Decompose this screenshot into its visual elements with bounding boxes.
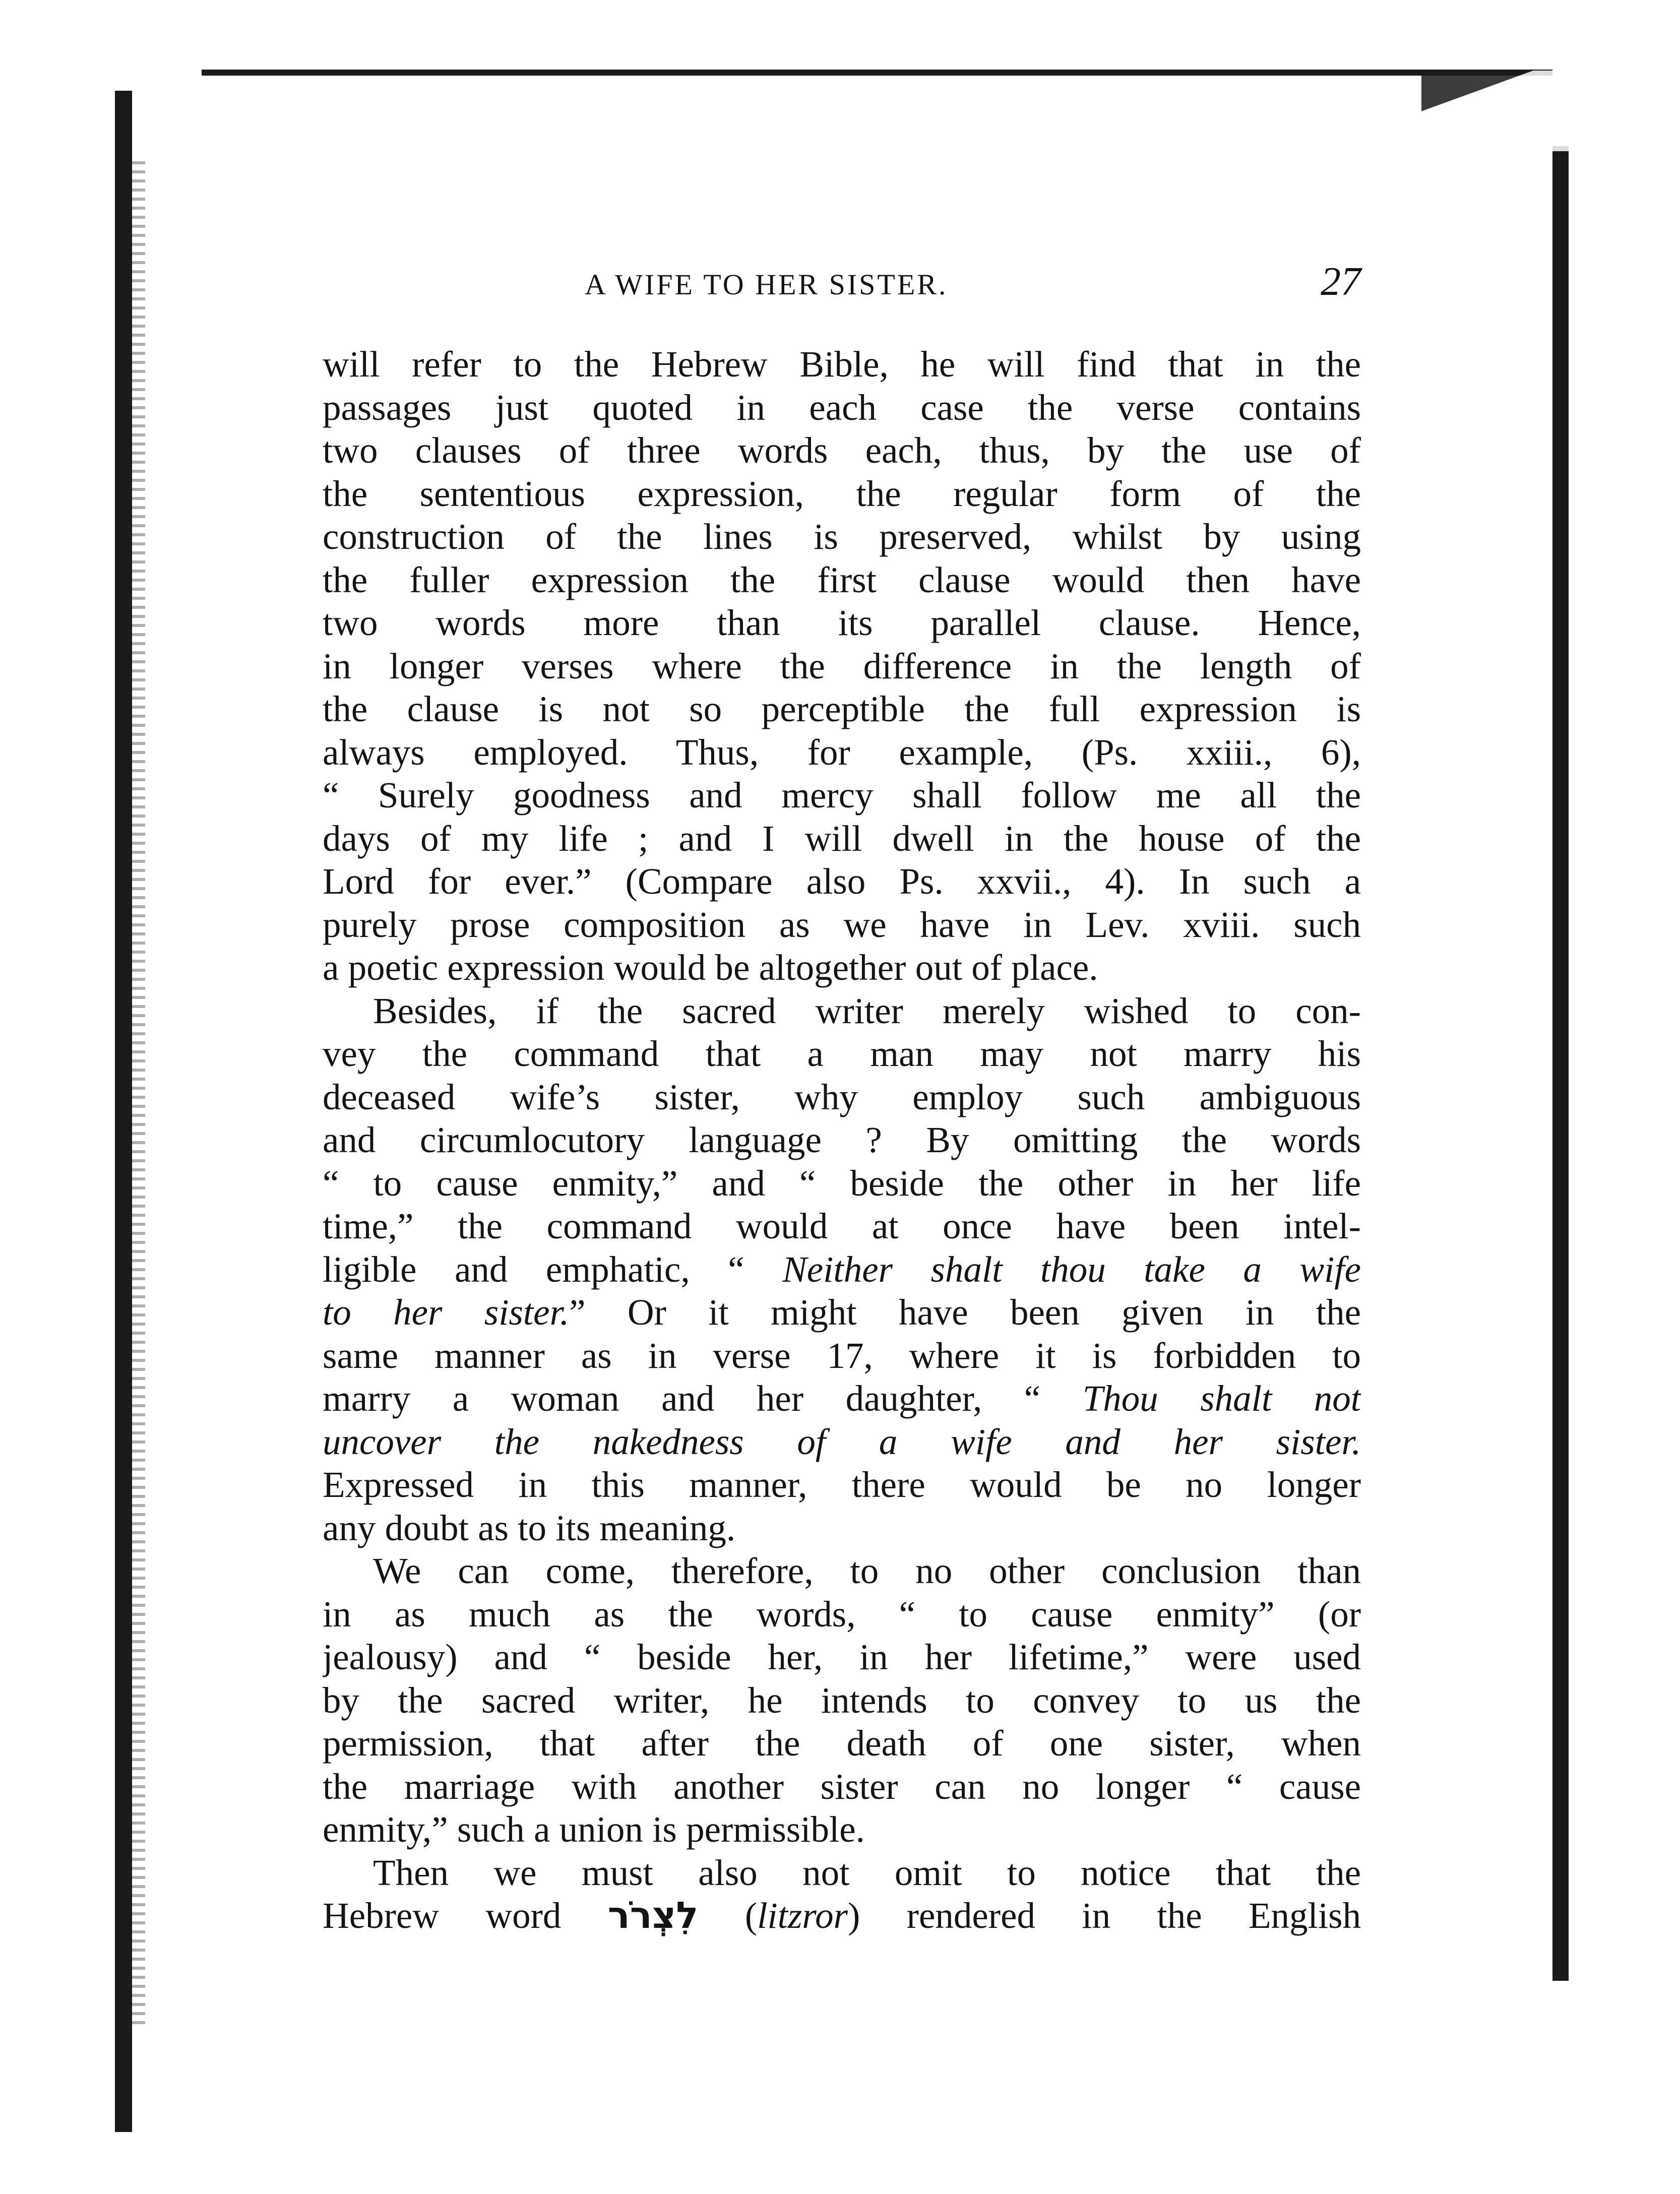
- scan-top-edge: [202, 70, 1552, 76]
- line-text: Hebrew word: [323, 1895, 608, 1936]
- line-text: ligible and emphatic, “: [323, 1248, 783, 1290]
- text-line: [323, 1507, 1361, 1550]
- line-text: same manner as in verse 17, where it is forbidden to: [323, 1335, 1361, 1376]
- line-text: “ to cause enmity,” and “ beside the other in her life: [323, 1162, 1361, 1204]
- line-text: the marriage with another sister can no longer “ cause: [323, 1766, 1361, 1807]
- text-line: [323, 774, 1361, 817]
- line-text: permission, that after the death of one sister, when: [323, 1723, 1361, 1764]
- italic-text: litzror: [757, 1895, 848, 1936]
- line-text: enmity,” such a union is permissible.: [323, 1809, 865, 1850]
- line-text: jealousy) and “ beside her, in her lifetime,” were used: [323, 1637, 1361, 1677]
- text-line: [323, 645, 1361, 688]
- line-text: marry a woman and her daughter, “: [323, 1378, 1083, 1419]
- text-line: [323, 1248, 1361, 1291]
- line-text: two words more than its parallel clause. Hence,: [323, 602, 1361, 643]
- line-text: “ Surely goodness and mercy shall follow me all the: [323, 775, 1361, 816]
- page-number: 27: [1321, 260, 1361, 304]
- scan-right-edge: [1552, 146, 1569, 1981]
- text-line: [323, 515, 1361, 558]
- text-line: [323, 1593, 1361, 1636]
- line-text: the fuller expression the first clause would then have: [323, 559, 1361, 600]
- text-line: [323, 1851, 1361, 1895]
- text-line: [323, 343, 1361, 386]
- line-text: We can come, therefore, to no other conclusion than: [373, 1550, 1361, 1591]
- line-text: ” Or it might have been given in the: [569, 1292, 1361, 1333]
- italic-text: to her sister.: [323, 1292, 570, 1333]
- hebrew-word: לִצְרֹר: [607, 1894, 699, 1937]
- body-text: [323, 343, 1361, 1937]
- text-line: [323, 1118, 1361, 1162]
- text-line: [323, 1377, 1361, 1420]
- running-head: [323, 262, 1361, 307]
- text-line: [323, 429, 1361, 472]
- line-text: Then we must also not omit to notice that the: [373, 1852, 1361, 1893]
- text-line: [323, 989, 1361, 1033]
- text-line: [323, 472, 1361, 516]
- text-line: [323, 1463, 1361, 1507]
- line-text: will refer to the Hebrew Bible, he will find that in the: [323, 344, 1361, 385]
- scan-binding-edge: [115, 91, 132, 2132]
- text-line: [323, 1162, 1361, 1205]
- line-text: the sententious expression, the regular form of the: [323, 473, 1361, 514]
- text-line: [323, 1808, 1361, 1851]
- text-line: [323, 1032, 1361, 1076]
- text-line: [323, 1291, 1361, 1334]
- line-text: by the sacred writer, he intends to convey to us the: [323, 1679, 1361, 1721]
- line-text: vey the command that a man may not marry his: [323, 1033, 1361, 1074]
- line-text: a poetic expression would be altogether out of place.: [323, 947, 1098, 988]
- line-text: purely prose composition as we have in Lev. xviii. such: [323, 904, 1361, 945]
- line-text: (: [698, 1895, 758, 1936]
- scan-corner-fold: [1421, 71, 1573, 151]
- line-text: Besides, if the sacred writer merely wished to con-: [373, 990, 1361, 1031]
- text-line: [323, 1894, 1361, 1937]
- text-line: [323, 946, 1361, 989]
- italic-text: uncover the nakedness of a wife and her sister.: [323, 1421, 1361, 1462]
- text-line: [323, 386, 1361, 429]
- text-line: [323, 1765, 1361, 1808]
- text-line: [323, 817, 1361, 860]
- text-line: [323, 1420, 1361, 1464]
- text-line: [323, 1722, 1361, 1765]
- text-line: [323, 731, 1361, 774]
- line-text: always employed. Thus, for example, (Ps. xxiii., 6),: [323, 731, 1361, 773]
- italic-text: Neither shalt thou take a wife: [782, 1248, 1361, 1290]
- text-line: [323, 1076, 1361, 1119]
- line-text: Lord for ever.” (Compare also Ps. xxvii., 4). In such a: [323, 861, 1361, 902]
- text-line: [323, 860, 1361, 903]
- line-text: days of my life ; and I will dwell in the house of the: [323, 818, 1361, 859]
- text-line: [323, 1205, 1361, 1248]
- text-line: [323, 601, 1361, 645]
- line-text: two clauses of three words each, thus, by the use of: [323, 430, 1361, 471]
- text-line: [323, 687, 1361, 731]
- text-line: [323, 558, 1361, 602]
- line-text: passages just quoted in each case the verse contains: [323, 387, 1361, 428]
- scan-binding-shadow: [132, 161, 145, 2026]
- text-line: [323, 1679, 1361, 1722]
- line-text: in longer verses where the difference in the length of: [323, 645, 1361, 686]
- line-text: construction of the lines is preserved, whilst by using: [323, 516, 1361, 557]
- running-title: A WIFE TO HER SISTER.: [585, 268, 948, 301]
- text-line: [323, 903, 1361, 947]
- text-line: [323, 1334, 1361, 1377]
- line-text: in as much as the words, “ to cause enmity” (or: [323, 1593, 1361, 1635]
- line-text: Expressed in this manner, there would be no longer: [323, 1464, 1361, 1505]
- italic-text: Thou shalt not: [1082, 1378, 1361, 1419]
- line-text: time,” the command would at once have been intel-: [323, 1206, 1361, 1246]
- line-text: the clause is not so perceptible the full expression is: [323, 688, 1361, 729]
- line-text: deceased wife’s sister, why employ such ambiguous: [323, 1076, 1361, 1117]
- line-text: and circumlocutory language ? By omitting the words: [323, 1119, 1361, 1160]
- line-text: ) rendered in the English: [848, 1895, 1361, 1936]
- line-text: any doubt as to its meaning.: [323, 1507, 736, 1548]
- text-line: [323, 1549, 1361, 1593]
- text-line: [323, 1636, 1361, 1679]
